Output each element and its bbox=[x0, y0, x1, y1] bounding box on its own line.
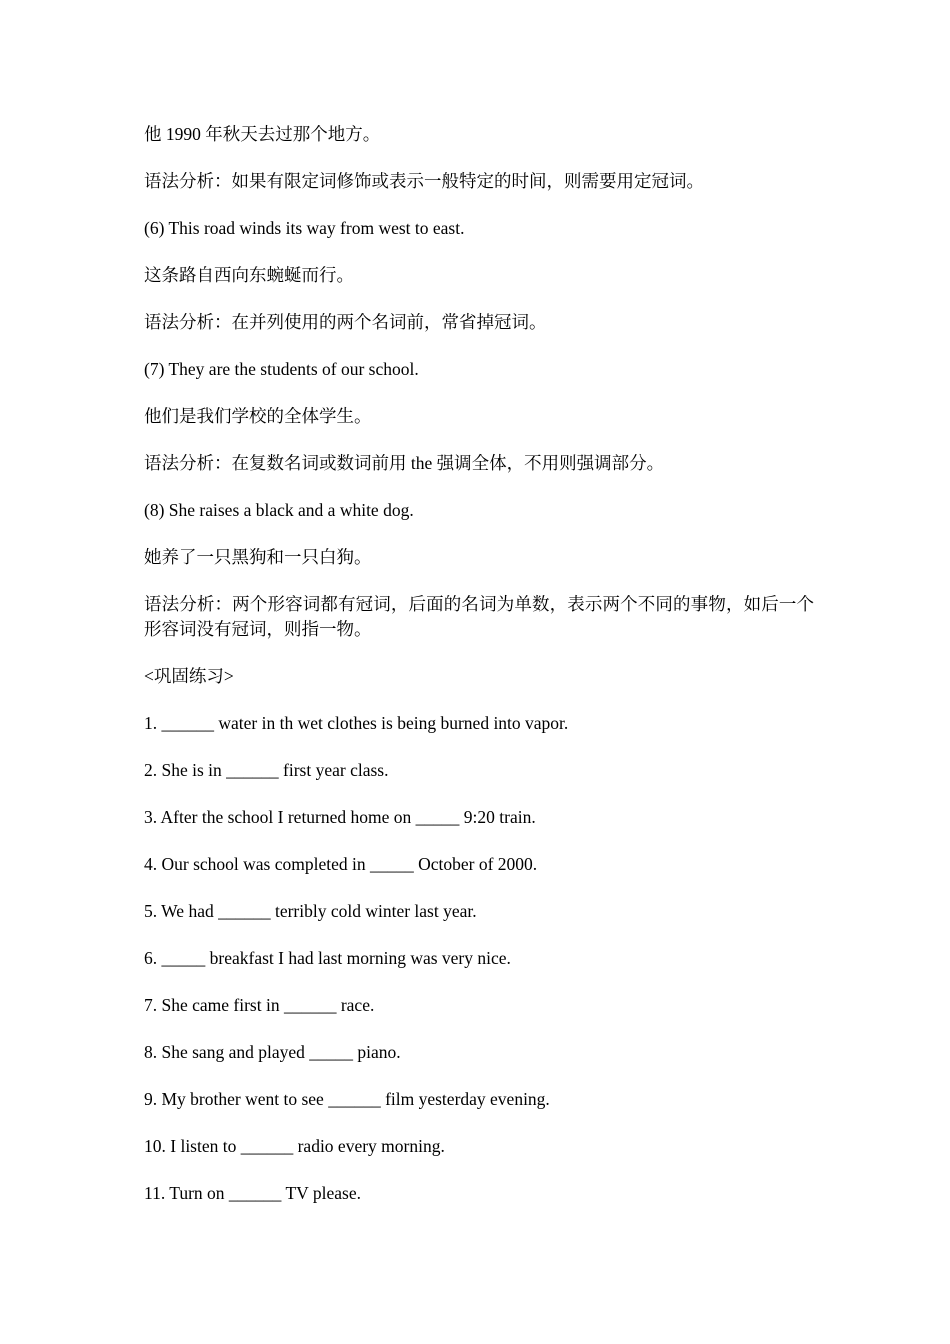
sentence-translation: 她养了一只黑狗和一只白狗。 bbox=[144, 547, 372, 567]
example-sentence: (8) She raises a black and a white dog. bbox=[144, 500, 414, 520]
sentence-translation: 他 1990 年秋天去过那个地方。 bbox=[144, 124, 381, 144]
exercise-item: 10. I listen to ______ radio every morning. bbox=[144, 1136, 445, 1156]
exercise-item: 9. My brother went to see ______ film yesterday evening. bbox=[144, 1089, 550, 1109]
exercise-item: 7. She came first in ______ race. bbox=[144, 995, 375, 1015]
example-sentence: (6) This road winds its way from west to east. bbox=[144, 218, 465, 238]
grammar-analysis: 语法分析：在并列使用的两个名词前，常省掉冠词。 bbox=[144, 312, 547, 332]
section-heading: <巩固练习> bbox=[144, 666, 234, 686]
example-sentence: (7) They are the students of our school. bbox=[144, 359, 419, 379]
exercise-item: 2. She is in ______ first year class. bbox=[144, 760, 389, 780]
grammar-analysis: 语法分析：在复数名词或数词前用 the 强调全体，不用则强调部分。 bbox=[144, 453, 665, 473]
exercise-item: 5. We had ______ terribly cold winter last year. bbox=[144, 901, 477, 921]
exercise-item: 4. Our school was completed in _____ October of 2000. bbox=[144, 854, 538, 874]
exercise-item: 1. ______ water in th wet clothes is being burned into vapor. bbox=[144, 713, 569, 733]
grammar-analysis: 语法分析：两个形容词都有冠词，后面的名词为单数，表示两个不同的事物，如后一个形容词没有冠词，则指一物。 bbox=[144, 594, 814, 639]
exercise-item: 8. She sang and played _____ piano. bbox=[144, 1042, 401, 1062]
sentence-translation: 他们是我们学校的全体学生。 bbox=[144, 406, 372, 426]
sentence-translation: 这条路自西向东蜿蜒而行。 bbox=[144, 265, 354, 285]
exercise-item: 3. After the school I returned home on _____ 9:20 train. bbox=[144, 807, 536, 827]
exercise-item: 11. Turn on ______ TV please. bbox=[144, 1183, 361, 1203]
document-page bbox=[144, 122, 814, 1228]
exercise-item: 6. _____ breakfast I had last morning was very nice. bbox=[144, 948, 511, 968]
grammar-analysis: 语法分析：如果有限定词修饰或表示一般特定的时间，则需要用定冠词。 bbox=[144, 171, 704, 191]
